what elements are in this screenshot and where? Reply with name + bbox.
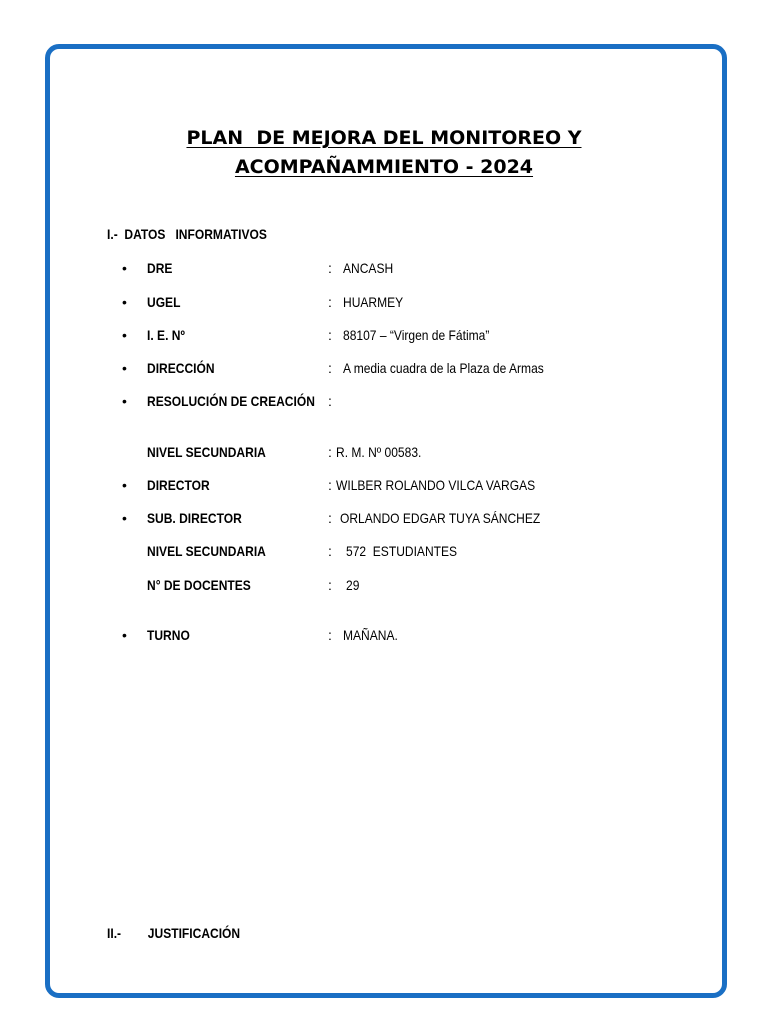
info-label: I. E. Nº: [147, 327, 185, 343]
info-row-numero-docentes: [0, 575, 768, 595]
info-value: HUARMEY: [343, 294, 404, 310]
info-label: N° DE DOCENTES: [147, 577, 251, 593]
info-value: MAÑANA.: [343, 627, 398, 643]
title-line-1: PLAN DE MEJORA DEL MONITOREO Y: [186, 127, 582, 149]
bullet-icon: •: [122, 260, 127, 276]
info-label: SUB. DIRECTOR: [147, 510, 242, 526]
section-heading-datos-informativos: I.- DATOS INFORMATIVOS: [107, 226, 267, 242]
info-row-nivel-secundaria-estudiantes: [0, 541, 768, 561]
bullet-icon: •: [122, 510, 127, 526]
info-row-turno: [0, 625, 768, 645]
info-label: DRE: [147, 260, 173, 276]
info-label: NIVEL SECUNDARIA: [147, 543, 266, 559]
info-value: WILBER ROLANDO VILCA VARGAS: [336, 477, 536, 493]
bullet-icon: •: [122, 627, 127, 643]
info-label: NIVEL SECUNDARIA: [147, 444, 266, 460]
colon-separator: :: [328, 393, 332, 409]
info-value: ORLANDO EDGAR TUYA SÁNCHEZ: [340, 510, 541, 526]
colon-separator: :: [328, 510, 332, 526]
info-value: A media cuadra de la Plaza de Armas: [343, 360, 544, 376]
info-value: 572 ESTUDIANTES: [346, 543, 458, 559]
info-label: DIRECTOR: [147, 477, 210, 493]
bullet-icon: •: [122, 294, 127, 310]
info-row-ugel: [0, 292, 768, 312]
colon-separator: :: [328, 577, 332, 593]
colon-separator: :: [328, 627, 332, 643]
info-row-direccion: [0, 358, 768, 378]
info-label: RESOLUCIÓN DE CREACIÓN: [147, 393, 315, 409]
bullet-icon: •: [122, 477, 127, 493]
info-row-nivel-secundaria-resolucion: [0, 442, 768, 462]
colon-separator: :: [328, 444, 332, 460]
info-row-ie-numero: [0, 325, 768, 345]
info-row-resolucion-creacion: [0, 391, 768, 411]
section-heading-justificacion: II.- JUSTIFICACIÓN: [107, 925, 241, 941]
info-row-dre: [0, 258, 768, 278]
title-line-2: ACOMPAÑAMMIENTO - 2024: [234, 156, 534, 178]
info-value: 29: [346, 577, 360, 593]
bullet-icon: •: [122, 360, 127, 376]
info-value: 88107 – “Virgen de Fátima”: [343, 327, 490, 343]
colon-separator: :: [328, 543, 332, 559]
info-label: TURNO: [147, 627, 190, 643]
colon-separator: :: [328, 360, 332, 376]
info-row-sub-director: [0, 508, 768, 528]
info-value: ANCASH: [343, 260, 394, 276]
colon-separator: :: [328, 477, 332, 493]
bullet-icon: •: [122, 327, 127, 343]
bullet-icon: •: [122, 393, 127, 409]
document-title: [0, 124, 768, 182]
colon-separator: :: [328, 260, 332, 276]
info-row-director: [0, 475, 768, 495]
info-label: DIRECCIÓN: [147, 360, 215, 376]
colon-separator: :: [328, 327, 332, 343]
colon-separator: :: [328, 294, 332, 310]
info-label: UGEL: [147, 294, 181, 310]
info-value: R. M. Nº 00583.: [336, 444, 422, 460]
